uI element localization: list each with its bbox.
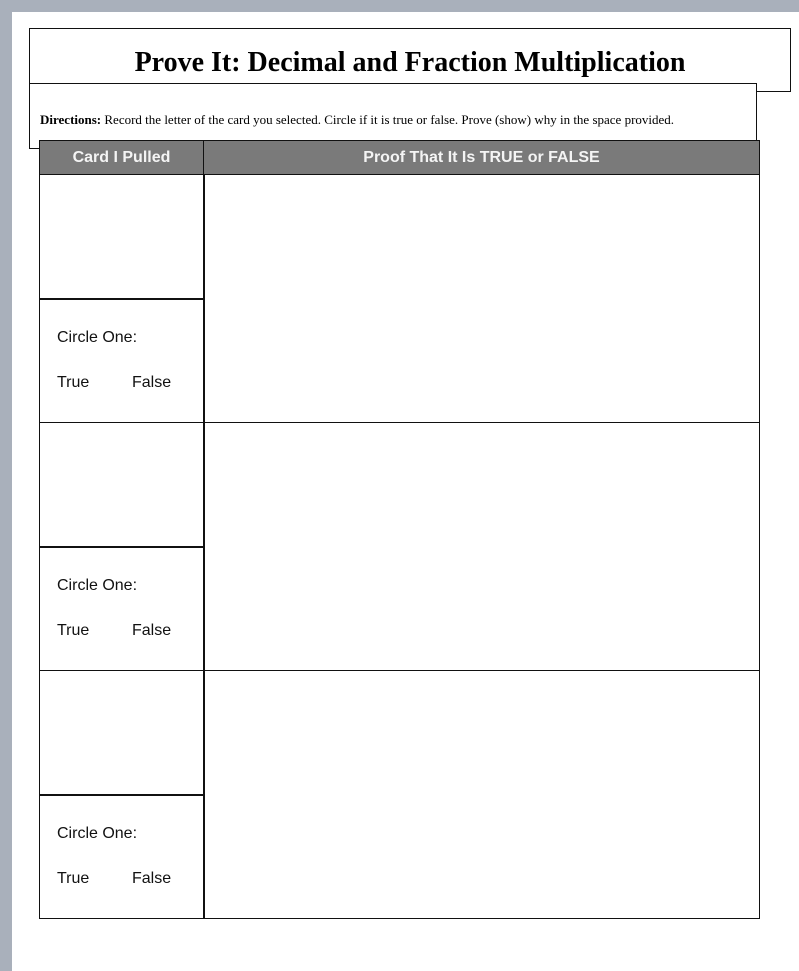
table-header bbox=[40, 141, 759, 175]
table-row bbox=[40, 671, 759, 919]
worksheet-page bbox=[12, 12, 799, 971]
table-row bbox=[40, 175, 759, 423]
directions-label: Directions: bbox=[40, 112, 102, 127]
circle-one-label: Circle One: bbox=[57, 577, 138, 594]
page-title: Prove It: Decimal and Fraction Multiplication bbox=[134, 47, 686, 78]
proof-table bbox=[39, 140, 760, 919]
table-row bbox=[40, 423, 759, 671]
false-option[interactable]: False bbox=[132, 870, 172, 887]
circle-one-label: Circle One: bbox=[57, 329, 138, 346]
header-card-pulled: Card I Pulled bbox=[72, 149, 171, 166]
card-cell-divider bbox=[40, 546, 203, 548]
card-cell-divider bbox=[40, 298, 203, 300]
false-option[interactable]: False bbox=[132, 622, 172, 639]
header-proof: Proof That It Is TRUE or FALSE bbox=[203, 141, 759, 175]
true-option[interactable]: True bbox=[57, 870, 90, 887]
true-option[interactable]: True bbox=[57, 374, 90, 391]
directions-text: Record the letter of the card you selected. Circle if it is true or false. Prove (show) why in the space provided. bbox=[104, 112, 675, 127]
directions bbox=[40, 112, 674, 128]
circle-one-label: Circle One: bbox=[57, 825, 138, 842]
true-option[interactable]: True bbox=[57, 622, 90, 639]
false-option[interactable]: False bbox=[132, 374, 172, 391]
card-cell-divider bbox=[40, 794, 203, 796]
